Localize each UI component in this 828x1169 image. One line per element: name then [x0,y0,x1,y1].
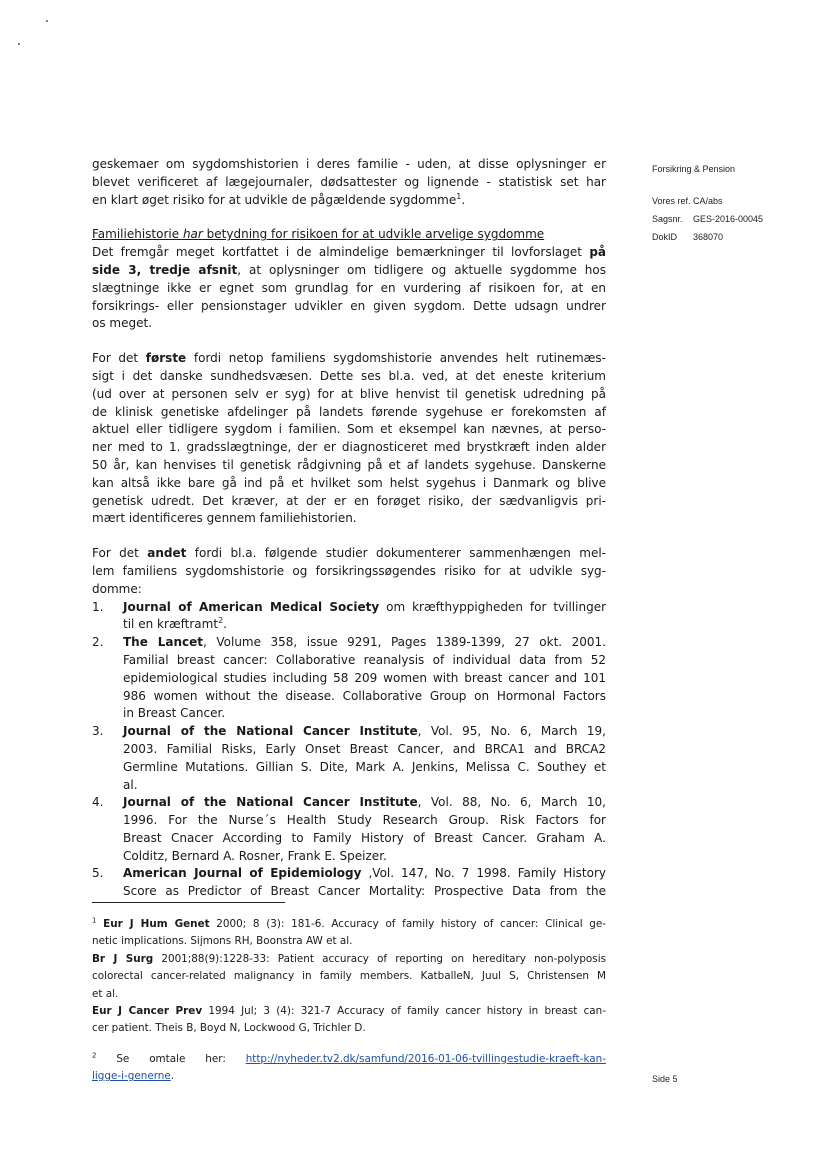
scan-speck [46,20,48,22]
text-line [92,244,606,262]
text-run: colorectal cancer-related malignancy in family members. KatballeN, Juul S, Christensen M [92,970,606,983]
text-line [92,1068,606,1085]
organization-name: Forsikring & Pension [652,164,736,174]
text-line [123,616,606,634]
text-run: . [461,192,466,207]
text-run: 986 women without the disease. Collaborative Group on Hormonal Factors [123,688,606,703]
list-number: 3. [92,724,104,739]
text-line [92,262,606,280]
text-run: fordi bl.a. følgende studier dokumenterer sammenhængen mel- [186,546,606,561]
meta-row-case-number [652,214,763,232]
text-line [123,688,606,706]
text-run: domme: [92,581,142,596]
text-line [92,439,606,457]
text-run: , at oplysninger om tidligere og aktuelle sygdomme hos [237,262,606,277]
text-run: 2001;88(9):1228-33: Patient accuracy of reporting on hereditary non-polyposis [153,952,607,965]
text-line [92,156,606,174]
text-line [123,759,606,777]
bold-text: Journal of the National Cancer Institute [123,795,418,810]
footnote [92,916,606,1038]
footnote [92,1051,606,1086]
meta-row-reference [652,196,763,214]
text-run: sigt i det danske sundhedsvæsen. Dette ses bl.a. ved, at det eneste kriterium [92,368,606,383]
text-run: et al. [92,987,119,1000]
footnote-ref[interactable]: 1 [456,191,462,201]
bold-text: Journal of American Medical Society [123,599,380,614]
reference-item [92,723,606,794]
paragraph [92,156,606,209]
text-run: , Vol. 88, No. 6, March 10, [417,795,606,810]
footnote-separator [92,902,285,903]
text-run: al. [123,777,138,792]
text-run: . [223,617,227,632]
bold-text: Br J Surg [92,952,154,965]
text-line [92,986,606,1003]
bold-text: første [145,351,187,366]
text-line [92,916,606,933]
text-line [123,705,606,723]
text-run: forsikrings- eller pensionstager udvikler en given sygdom. Dette udsagn undrer [92,298,606,313]
bold-text: Journal of the National Cancer Institute [123,724,418,739]
text-run: cer patient. Theis B, Boyd N, Lockwood G, Trichler D. [92,1022,366,1035]
hyperlink[interactable]: http://nyheder.tv2.dk/samfund/2016-01-06-tvillingestudie-kraeft-kan- [245,1052,606,1065]
text-line [92,350,606,368]
text-line [92,563,606,581]
reference-item [92,599,606,635]
bold-text: på [589,245,606,260]
text-run: Colditz, Bernard A. Rosner, Frank E. Speizer. [123,848,387,863]
text-line [123,723,606,741]
meta-row-doc-id [652,232,763,250]
bold-text: Eur J Hum Genet [103,918,210,930]
text-line [92,174,606,192]
text-line [123,652,606,670]
paragraph [92,226,606,333]
text-line [92,493,606,511]
hyperlink[interactable]: ligge-i-generne [92,1070,171,1083]
text-run: 2000; 8 (3): 181-6. Accuracy of family history of cancer: Clinical ge- [209,918,607,930]
bold-text: American Journal of Epidemiology [123,866,362,881]
scan-speck [18,43,20,45]
text-line [123,883,606,901]
text-run: de klinisk genetiske afdelinger på landets førende sygehuse er forekomsten af [92,404,606,419]
text-line [92,545,606,563]
text-run: epidemiological studies including 58 209 women with breast cancer and 101 [123,670,606,685]
text-line [92,968,606,985]
paragraph [92,350,606,528]
text-run: , Volume 358, issue 9291, Pages 1389-1399, 27 okt. 2001. [203,635,606,650]
bold-text: The Lancet [123,635,204,650]
paragraph [92,545,606,598]
footnote-ref[interactable]: 2 [92,1051,97,1060]
footnote-ref[interactable]: 2 [218,616,224,626]
text-line [123,865,606,883]
text-line [92,1051,606,1068]
text-line [92,933,606,950]
reference-item [92,794,606,865]
text-run: Familial breast cancer: Collaborative reanalysis of individual data from 52 [123,652,606,667]
text-line [123,599,606,617]
text-run: Score as Predictor of Breast Cancer Mortality: Prospective Data from the [123,884,606,899]
meta-value: CA/abs [693,196,723,206]
text-run: til en kræftramt [123,617,219,632]
bold-text: Eur J Cancer Prev [92,1004,203,1017]
text-run: netic implications. Sijmons RH, Boonstra AW et al. [92,935,353,948]
text-line [123,741,606,759]
meta-label: Sagsnr. [652,214,683,224]
text-run: . [170,1070,175,1083]
page-number: Side 5 [652,1074,678,1084]
text-run: kan altså ikke bare gå ind på et hvilket som helst sygehus i Danmark og blive [92,475,606,490]
text-line [92,298,606,316]
text-run: lem familiens sygdomshistorie og forsikringssøgendes risiko for at udvikle syg- [92,563,606,578]
list-number: 4. [92,795,104,810]
footnotes [92,916,606,1086]
text-line [92,581,606,599]
text-run: slægtninge ikke er egnet som grundlag for en vurdering af risikoen for, at en [92,280,606,295]
text-run: in Breast Cancer. [123,706,226,721]
text-run: har [182,227,203,242]
text-run: Se omtale her: [96,1052,246,1065]
text-run: For det [92,546,148,561]
text-line [92,280,606,298]
text-run: (ud over at personen selv er syg) for at blive henvist til genetisk udredning på [92,386,606,401]
text-run: Breast Cnacer According to Family History of Breast Cancer. Graham A. [123,830,606,845]
text-run: For det [92,351,146,366]
text-run: blevet verificeret af lægejournaler, dødsattester og lignende - statistisk set har [92,174,606,189]
text-run: 1996. For the Nurse´s Health Study Research Group. Risk Factors for [123,813,606,828]
text-run: Det fremgår meget kortfattet i de almindelige bemærkninger til lovforslaget [92,245,590,260]
reference-list [92,599,606,902]
meta-value: GES-2016-00045 [693,214,764,224]
text-run: Familiehistorie [92,227,183,242]
text-line [123,794,606,812]
footnote-ref[interactable]: 1 [92,916,97,925]
spacer [92,1038,606,1051]
text-run: ,Vol. 147, No. 7 1998. Family History [361,866,606,881]
text-line [92,192,606,210]
reference-item [92,634,606,723]
list-number: 2. [92,635,104,650]
text-run: genetisk udredt. Det kræver, at der er en forøget risiko, der sædvanligvis pri- [92,493,606,508]
section-heading [92,226,606,244]
text-line [92,457,606,475]
list-number: 1. [92,599,104,614]
text-line [123,634,606,652]
list-number: 5. [92,866,104,881]
text-run: om kræfthyppigheden for tvillinger [379,599,607,614]
text-line [123,812,606,830]
text-line [92,1020,606,1037]
meta-label: Vores ref. [652,196,691,206]
bold-text: side 3, tredje afsnit [92,262,238,277]
text-run: os meget. [92,316,152,331]
text-run: 2003. Familial Risks, Early Onset Breast Cancer, and BRCA1 and BRCA2 [123,741,606,756]
text-run: en klart øget risiko for at udvikle de pågældende sygdomme [92,192,457,207]
text-line [123,777,606,795]
text-run: , Vol. 95, No. 6, March 19, [417,724,606,739]
meta-label: DokID [652,232,678,242]
text-line [123,848,606,866]
text-line [92,510,606,528]
reference-item [92,865,606,901]
text-run: geskemaer om sygdomshistorien i deres familie - uden, at disse oplysninger er [92,157,606,171]
bold-text: andet [147,546,187,561]
text-line [92,368,606,386]
text-run: 50 år, kan henvises til genetisk rådgivning på et af landets sygehuse. Danskerne [92,457,606,472]
text-run: mært identificeres gennem familiehistorien. [92,511,357,526]
meta-value: 368070 [693,232,724,242]
document-meta-sidebar [652,164,763,250]
text-line [123,670,606,688]
text-line [92,315,606,333]
text-run: Germline Mutations. Gillian S. Dite, Mark A. Jenkins, Melissa C. Southey et [123,759,606,774]
text-run: aktuel eller tidligere sygdom i familien. Som et eksempel kan nævnes, at perso- [92,422,606,437]
body-text [92,156,606,901]
text-line [92,1003,606,1020]
text-line [92,951,606,968]
text-run: betydning for risikoen for at udvikle arvelige sygdomme [202,227,545,242]
text-line [92,475,606,493]
text-run: 1994 Jul; 3 (4): 321-7 Accuracy of family cancer history in breast can- [202,1004,606,1017]
text-run: ner med to 1. gradsslægtninge, der er diagnosticeret med brystkræft inden alder [92,440,606,455]
text-line [92,404,606,422]
text-run: fordi netop familiens sygdomshistorie anvendes helt rutinemæs- [186,351,606,366]
text-line [123,830,606,848]
text-line [92,386,606,404]
text-line [92,421,606,439]
